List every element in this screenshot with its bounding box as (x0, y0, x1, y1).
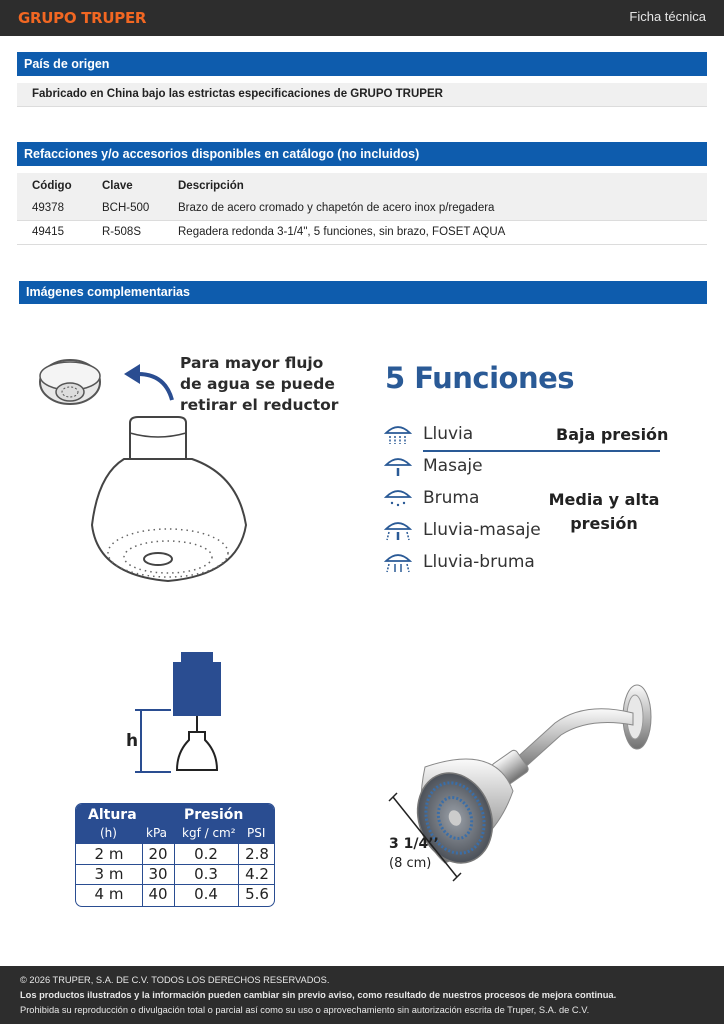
col-header-clave: Clave (102, 180, 133, 192)
lluvia-icon (384, 424, 412, 446)
doc-type-label: Ficha técnica (629, 9, 706, 24)
psi-cell: 4.2 (245, 865, 269, 883)
footer (0, 966, 724, 1024)
function-lluvia-masaje: Lluvia-masaje (423, 520, 541, 540)
row-codigo: 49378 (32, 202, 64, 214)
psi-subheader: PSI (247, 826, 266, 840)
curved-arrow-icon (120, 360, 180, 405)
height-diagram (125, 652, 230, 774)
row-codigo: 49415 (32, 226, 64, 238)
col-header-descripcion: Descripción (178, 180, 244, 192)
table-row (17, 221, 707, 244)
row-descripcion: Regadera redonda 3-1/4", 5 funciones, sin brazo, FOSET AQUA (178, 226, 506, 238)
function-lluvia: Lluvia (423, 424, 474, 444)
pressure-table (75, 803, 275, 907)
accessories-table-header (17, 173, 707, 197)
psi-cell: 5.6 (245, 885, 269, 903)
kgf-subheader: kgf / cm² (182, 826, 236, 840)
table-row (17, 197, 707, 220)
row-descripcion: Brazo de acero cromado y chapetón de acero inox p/regadera (178, 202, 495, 214)
pressure-table-header (76, 804, 275, 844)
divider (17, 244, 707, 245)
origin-text: Fabricado en China bajo las estrictas especificaciones de GRUPO TRUPER (32, 88, 443, 100)
shower-head-drawing (88, 415, 253, 585)
funciones-title: 5 Funciones (385, 361, 575, 395)
row-clave: R-508S (102, 226, 141, 238)
shower-head-product-image (385, 683, 655, 883)
accessories-section-header: Refacciones y/o accesorios disponibles en catálogo (no incluidos) (17, 142, 707, 166)
col-header-codigo: Código (32, 180, 72, 192)
altura-cell: 4 m (94, 885, 124, 903)
reductor-line: de agua se puede (180, 375, 335, 393)
bruma-icon (384, 488, 412, 510)
kgf-cell: 0.2 (194, 845, 218, 863)
height-label: h (126, 731, 139, 751)
divider (17, 106, 707, 107)
pressure-divider (423, 450, 660, 452)
brand-logo: GRUPO TRUPER (18, 9, 147, 27)
prohibition-text: Prohibida su reproducción o divulgación total o parcial así como su uso o aprovechamiento sin autorización escrita de Truper, S.A. de C.V. (20, 1005, 590, 1015)
kpa-cell: 20 (148, 845, 168, 863)
kpa-cell: 30 (148, 865, 168, 883)
kgf-cell: 0.3 (194, 865, 218, 883)
presion-header: Presión (184, 807, 244, 823)
h-subheader: (h) (100, 826, 117, 840)
function-masaje: Masaje (423, 456, 483, 476)
size-label: 3 1/4’’ (389, 836, 439, 852)
reductor-line: Para mayor flujo (180, 354, 324, 372)
psi-cell: 2.8 (245, 845, 269, 863)
function-bruma: Bruma (423, 488, 480, 508)
kpa-cell: 40 (148, 885, 168, 903)
high-pressure-label (548, 488, 660, 536)
function-lluvia-bruma: Lluvia-bruma (423, 552, 535, 572)
origin-section-header: País de origen (17, 52, 707, 76)
images-section-header: Imágenes complementarias (19, 281, 707, 304)
reductor-text (180, 353, 338, 416)
kpa-subheader: kPa (146, 826, 167, 840)
lluvia-bruma-icon (384, 552, 412, 574)
altura-cell: 3 m (94, 865, 124, 883)
row-clave: BCH-500 (102, 202, 150, 214)
copyright-text: © 2026 TRUPER, S.A. DE C.V. TODOS LOS DERECHOS RESERVADOS. (20, 975, 330, 985)
masaje-icon (384, 456, 412, 478)
notice-text: Los productos ilustrados y la información pueden cambiar sin previo aviso, como resultado de nuestros procesos de mejora continua. (20, 990, 617, 1000)
lluvia-masaje-icon (384, 520, 412, 542)
kgf-cell: 0.4 (194, 885, 218, 903)
high-pressure-line: presión (570, 514, 638, 533)
low-pressure-label: Baja presión (556, 425, 669, 444)
altura-cell: 2 m (94, 845, 124, 863)
altura-header: Altura (88, 807, 137, 823)
size-metric-label: (8 cm) (389, 856, 432, 871)
reductor-line: retirar el reductor (180, 396, 339, 414)
high-pressure-line: Media y alta (548, 490, 660, 509)
reductor-icon (36, 352, 106, 412)
top-bar (0, 0, 724, 36)
